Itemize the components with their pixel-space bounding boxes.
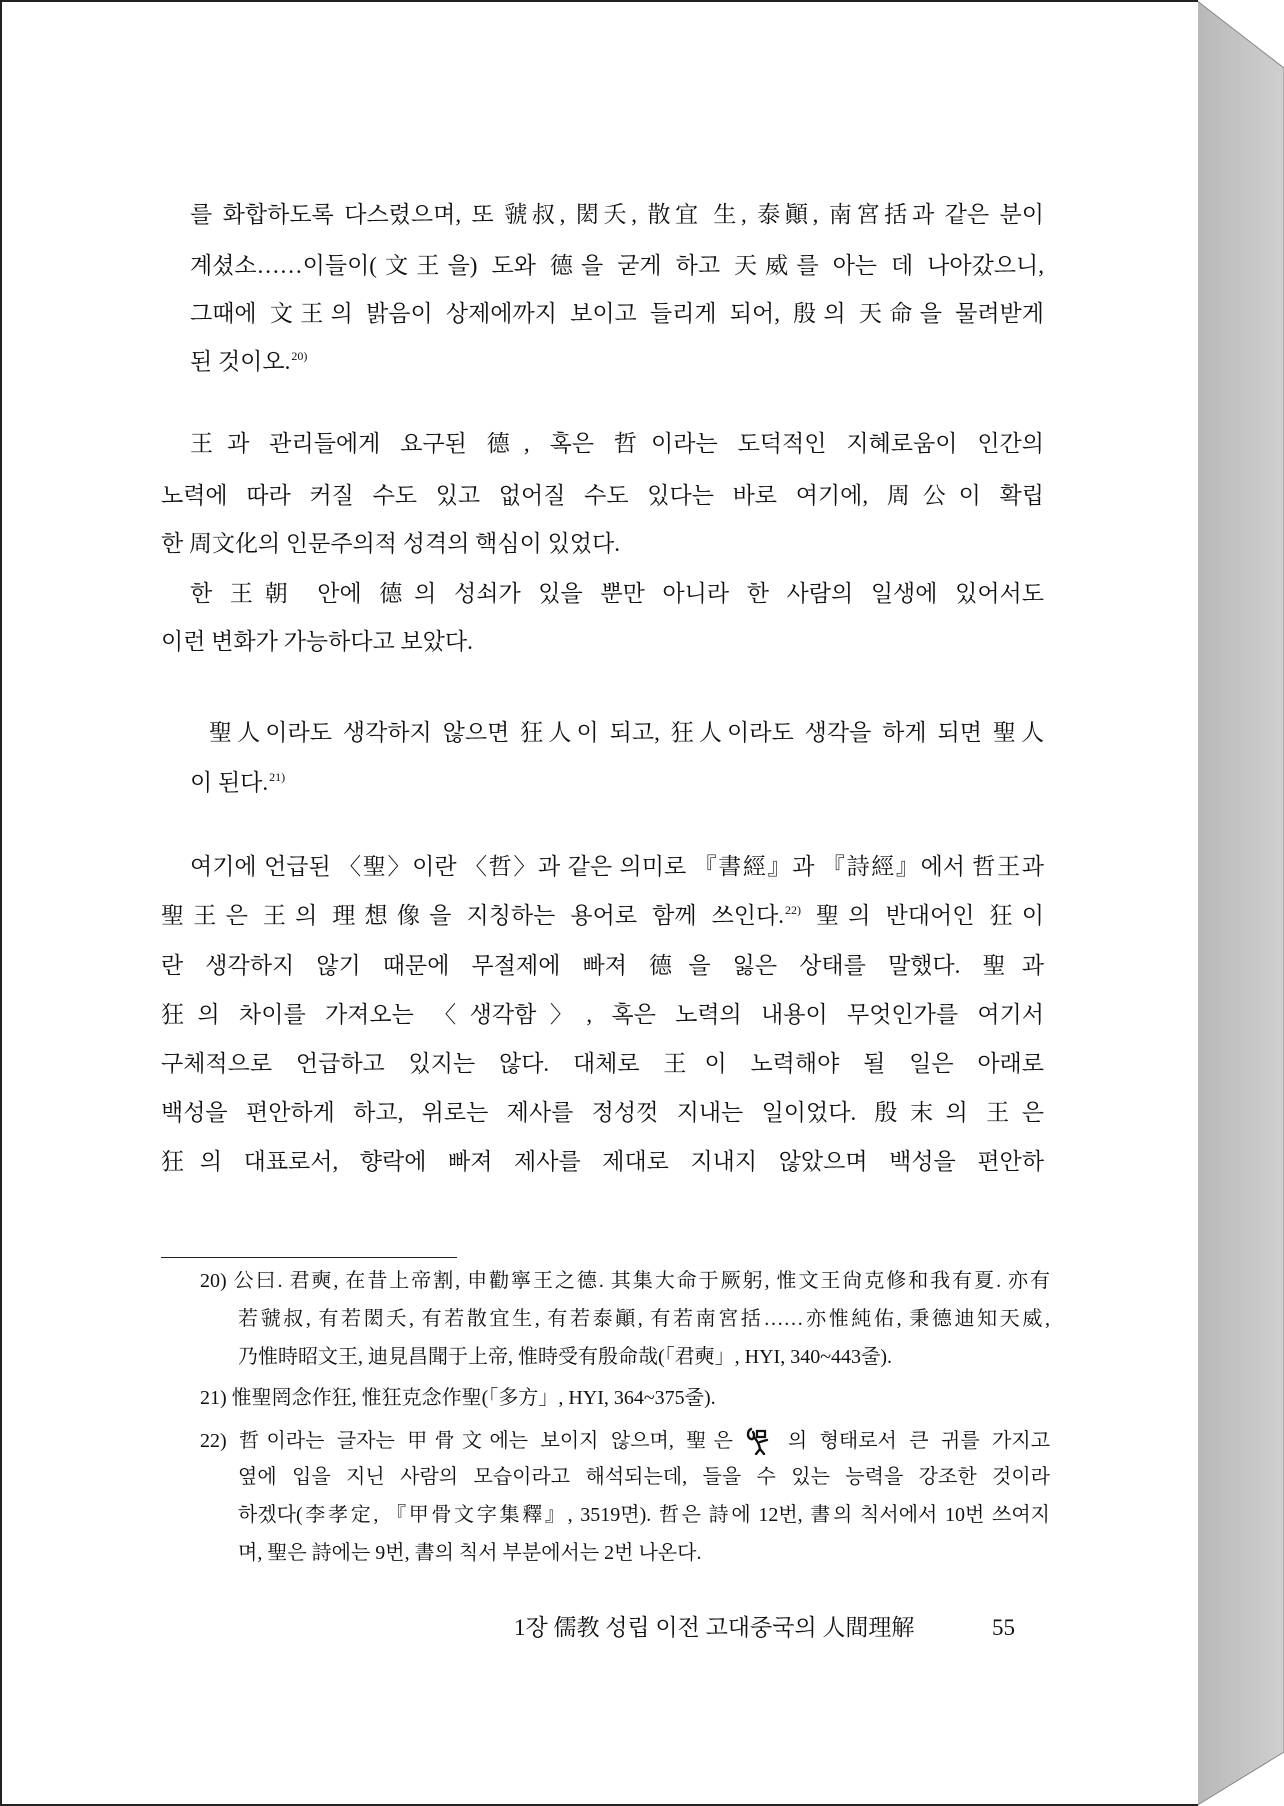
paragraph-line	[161, 902, 1044, 930]
paragraph-line: 狂의 대표로서, 향락에 빠져 제사를 제대로 지내지 않았으며 백성을 편안하	[161, 1149, 1044, 1174]
footnote-22-line: 옆에 입을 지닌 사람의 모습이라고 해석되는데, 들을 수 있는 능력을 강조한 것이라	[238, 1466, 1050, 1488]
quote-1-text: 된 것이오.	[190, 349, 291, 374]
quote-1-line: 를 화합하도록 다스렸으며, 또 虢叔, 閎夭, 散宜 生, 泰顚, 南宮括과 같은 분이	[190, 202, 1044, 227]
footnote-22-line	[200, 1425, 1050, 1451]
footnote-21: 21) 惟聖罔念作狂, 惟狂克念作聖(「多方」, HYI, 364~375줄).	[200, 1387, 716, 1409]
quote-2-line: 聖人이라도 생각하지 않으면 狂人이 되고, 狂人이라도 생각을 하게 되면 聖人	[209, 720, 1044, 745]
footnote-20-line: 若虢叔, 有若閎夭, 有若散宜生, 有若泰顚, 有若南宮括……亦惟純佑, 秉德迪知天威,	[238, 1308, 1050, 1330]
paragraph-line: 王과 관리들에게 요구된 德, 혹은 哲이라는 도덕적인 지혜로움이 인간의	[190, 431, 1044, 456]
paragraph-line: 노력에 따라 커질 수도 있고 없어질 수도 있다는 바로 여기에, 周公이 확립	[161, 483, 1044, 508]
paragraph-line: 한 周文化의 인문주의적 성격의 핵심이 있었다.	[161, 531, 620, 556]
oracle-bone-sheng-glyph	[745, 1425, 775, 1455]
footnote-20-line: 20) 公曰. 君奭, 在昔上帝割, 申勸寧王之德. 其集大命于厥躬, 惟文王尙克修和我有夏. 亦有	[200, 1270, 1050, 1292]
footnote-22-line: 며, 聖은 詩에는 9번, 書의 칙서 부분에서는 2번 나온다.	[238, 1542, 702, 1564]
footnote-ref-22: 22)	[784, 903, 801, 917]
quote-2-text: 이 된다.	[190, 770, 269, 795]
quote-2-last-line	[190, 769, 285, 797]
footnote-ref-21: 21)	[269, 770, 286, 784]
paragraph-text: 聖王은 王의 理想像을 지칭하는 용어로 함께 쓰인다.	[161, 903, 784, 928]
paragraph-line: 狂의 차이를 가져오는 〈생각함〉, 혹은 노력의 내용이 무엇인가를 여기서	[161, 1002, 1044, 1027]
quote-1-line: 그때에 文王의 밝음이 상제에까지 보이고 들리게 되어, 殷의 天命을 물려받게	[190, 301, 1044, 326]
quote-1-line: 계셨소……이들이(文王을) 도와 德을 굳게 하고 天威를 아는 데 나아갔으니,	[190, 253, 1044, 278]
paragraph-line: 란 생각하지 않기 때문에 무절제에 빠져 德을 잃은 상태를 말했다. 聖과	[161, 953, 1044, 978]
paragraph-line: 이런 변화가 가능하다고 보았다.	[161, 629, 473, 654]
footnote-22-line: 하겠다(李孝定, 『甲骨文字集釋』, 3519면). 哲은 詩에 12번, 書의 칙서에서 10번 쓰여지	[238, 1504, 1050, 1526]
page-number: 55	[992, 1615, 1015, 1640]
paragraph-line: 여기에 언급된 〈聖〉이란 〈哲〉과 같은 의미로 『書經』과 『詩經』에서 哲王과	[190, 854, 1044, 879]
running-footer-title: 1장 儒教 성립 이전 고대중국의 人間理解	[514, 1615, 915, 1640]
paragraph-line: 한 王朝 안에 德의 성쇠가 있을 뿐만 아니라 한 사람의 일생에 있어서도	[190, 581, 1044, 606]
paragraph-line: 백성을 편안하게 하고, 위로는 제사를 정성껏 지내는 일이었다. 殷末의 王은	[161, 1100, 1044, 1125]
paragraph-line: 구체적으로 언급하고 있지는 않다. 대체로 王이 노력해야 될 일은 아래로	[161, 1051, 1044, 1076]
footnote-22-text: 22) 哲이라는 글자는 甲骨文에는 보이지 않으며, 聖은	[200, 1430, 733, 1452]
footnote-22-text: 의 형태로서 큰 귀를 가지고	[787, 1430, 1051, 1452]
footnote-20-line: 乃惟時昭文王, 迪見昌聞于上帝, 惟時受有殷命哉(「君奭」, HYI, 340~443줄).	[238, 1346, 893, 1368]
paragraph-text: 聖의 반대어인 狂이	[800, 903, 1044, 928]
quote-1-last-line	[190, 348, 307, 376]
footnote-ref-20: 20)	[291, 349, 308, 363]
footnote-separator	[161, 1257, 457, 1258]
